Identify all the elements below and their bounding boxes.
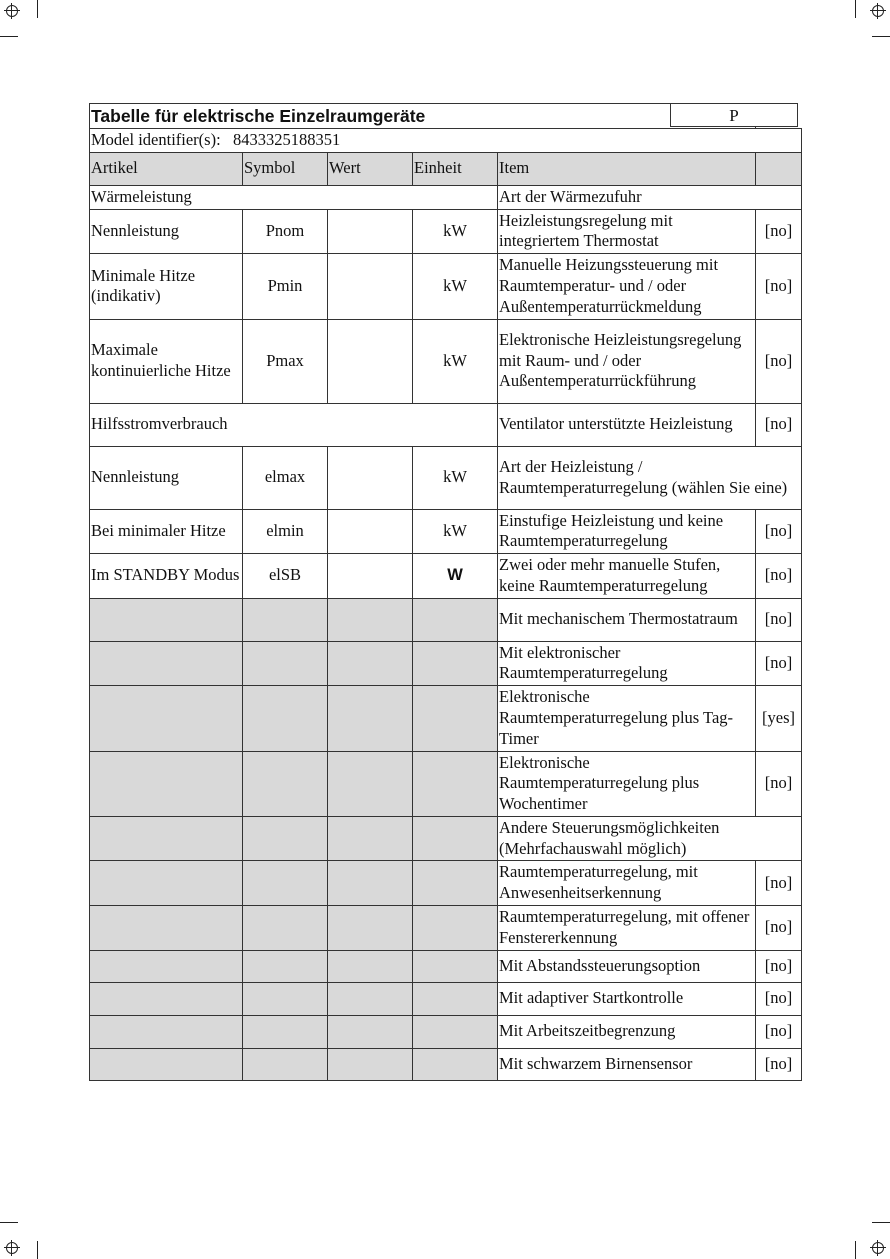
empty-cell bbox=[90, 598, 243, 641]
row-item: Ventilator unterstützte Heizleistung bbox=[498, 403, 756, 446]
empty-cell bbox=[413, 982, 498, 1015]
model-value: 8433325188351 bbox=[233, 130, 341, 150]
crop-mark bbox=[872, 1222, 890, 1223]
row-value: [no] bbox=[756, 554, 802, 599]
row-value: [no] bbox=[756, 751, 802, 816]
row-item: Manuelle Heizungssteuerung mit Raumtemperatur- und / oder Außentemperaturrückmeldung bbox=[498, 254, 756, 319]
row-value: [no] bbox=[756, 950, 802, 982]
empty-cell bbox=[90, 861, 243, 906]
row-label: Nennleistung bbox=[90, 446, 243, 509]
row-symbol: Pmax bbox=[243, 319, 328, 403]
empty-cell bbox=[413, 598, 498, 641]
empty-cell bbox=[90, 1048, 243, 1080]
table-row bbox=[90, 554, 802, 599]
table-title: Tabelle für elektrische Einzelraumgeräte bbox=[90, 104, 756, 129]
header-item: Item bbox=[498, 152, 756, 185]
table-row bbox=[90, 598, 802, 641]
row-unit: kW bbox=[413, 254, 498, 319]
empty-cell bbox=[243, 982, 328, 1015]
empty-cell bbox=[243, 861, 328, 906]
row-value: [no] bbox=[756, 254, 802, 319]
empty-cell bbox=[90, 816, 243, 861]
table-row bbox=[90, 751, 802, 816]
empty-cell bbox=[243, 686, 328, 751]
empty-cell bbox=[413, 686, 498, 751]
row-item: Mit elektronischer Raumtemperaturregelung bbox=[498, 641, 756, 686]
crop-mark bbox=[855, 0, 856, 18]
row-value: [yes] bbox=[756, 686, 802, 751]
row-item: Mit mechanischem Thermostatraum bbox=[498, 598, 756, 641]
empty-cell bbox=[413, 861, 498, 906]
empty-cell bbox=[328, 861, 413, 906]
model-label: Model identifier(s): bbox=[91, 130, 221, 150]
section-hilfsstromverbrauch: Hilfsstromverbrauch bbox=[90, 403, 498, 446]
header-artikel: Artikel bbox=[90, 152, 243, 185]
row-symbol: elmax bbox=[243, 446, 328, 509]
empty-cell bbox=[328, 641, 413, 686]
header-wert: Wert bbox=[328, 152, 413, 185]
other-controls-header: Andere Steuerungsmöglichkeiten (Mehrfachauswahl möglich) bbox=[498, 816, 802, 861]
row-wert bbox=[328, 446, 413, 509]
title-p-box bbox=[670, 103, 798, 127]
empty-cell bbox=[413, 816, 498, 861]
empty-cell bbox=[243, 816, 328, 861]
empty-cell bbox=[243, 751, 328, 816]
row-unit: kW bbox=[413, 319, 498, 403]
empty-cell bbox=[243, 641, 328, 686]
row-value: [no] bbox=[756, 861, 802, 906]
empty-cell bbox=[243, 950, 328, 982]
row-label: Maximale kontinuierliche Hitze bbox=[90, 319, 243, 403]
empty-cell bbox=[413, 751, 498, 816]
model-identifier bbox=[90, 129, 802, 153]
row-item: Mit adaptiver Startkontrolle bbox=[498, 982, 756, 1015]
table-row bbox=[90, 319, 802, 403]
row-value: [no] bbox=[756, 1048, 802, 1080]
table-row bbox=[90, 686, 802, 751]
row-wert bbox=[328, 319, 413, 403]
empty-cell bbox=[413, 1015, 498, 1048]
row-symbol: elSB bbox=[243, 554, 328, 599]
section-art-der-waermezufuhr: Art der Wärmezufuhr bbox=[498, 185, 802, 209]
empty-cell bbox=[243, 1015, 328, 1048]
model-row bbox=[90, 129, 802, 153]
table-row bbox=[90, 446, 802, 509]
empty-cell bbox=[328, 816, 413, 861]
row-item: Mit schwarzem Birnensensor bbox=[498, 1048, 756, 1080]
empty-cell bbox=[328, 751, 413, 816]
empty-cell bbox=[90, 982, 243, 1015]
table-row bbox=[90, 641, 802, 686]
table-row bbox=[90, 1015, 802, 1048]
empty-cell bbox=[90, 950, 243, 982]
section-waermeleistung: Wärmeleistung bbox=[90, 185, 498, 209]
row-value: [no] bbox=[756, 906, 802, 951]
row-item: Einstufige Heizleistung und keine Raumtemperaturregelung bbox=[498, 509, 756, 554]
empty-cell bbox=[328, 950, 413, 982]
row-item: Heizleistungsregelung mit integriertem Thermostat bbox=[498, 209, 756, 254]
row-item: Mit Arbeitszeitbegrenzung bbox=[498, 1015, 756, 1048]
row-item: Elektronische Raumtemperaturregelung plus Wochentimer bbox=[498, 751, 756, 816]
row-symbol: elmin bbox=[243, 509, 328, 554]
row-label: Nennleistung bbox=[90, 209, 243, 254]
row-wert bbox=[328, 554, 413, 599]
empty-cell bbox=[90, 686, 243, 751]
row-value: [no] bbox=[756, 403, 802, 446]
crop-mark bbox=[37, 1241, 38, 1259]
empty-cell bbox=[90, 906, 243, 951]
header-value bbox=[756, 152, 802, 185]
empty-cell bbox=[413, 641, 498, 686]
empty-cell bbox=[328, 1048, 413, 1080]
registration-mark-bottom-left bbox=[4, 1240, 20, 1256]
crop-mark bbox=[872, 36, 890, 37]
crop-mark bbox=[0, 36, 18, 37]
empty-cell bbox=[90, 641, 243, 686]
title-right-value: P bbox=[729, 106, 739, 125]
section-row-1 bbox=[90, 185, 802, 209]
row-value: [no] bbox=[756, 209, 802, 254]
header-einheit: Einheit bbox=[413, 152, 498, 185]
row-wert bbox=[328, 254, 413, 319]
row-unit: kW bbox=[413, 446, 498, 509]
row-wert bbox=[328, 509, 413, 554]
crop-mark bbox=[855, 1241, 856, 1259]
table-row bbox=[90, 209, 802, 254]
empty-cell bbox=[328, 982, 413, 1015]
row-value: [no] bbox=[756, 641, 802, 686]
row-value: [no] bbox=[756, 598, 802, 641]
empty-cell bbox=[328, 906, 413, 951]
row-item: Raumtemperaturregelung, mit Anwesenheitserkennung bbox=[498, 861, 756, 906]
row-value: [no] bbox=[756, 982, 802, 1015]
table-row bbox=[90, 254, 802, 319]
registration-mark-top-right bbox=[870, 3, 886, 19]
table-row bbox=[90, 861, 802, 906]
empty-cell bbox=[90, 751, 243, 816]
row-symbol: Pnom bbox=[243, 209, 328, 254]
row-value: [no] bbox=[756, 319, 802, 403]
row-item: Elektronische Raumtemperaturregelung plus Tag-Timer bbox=[498, 686, 756, 751]
ecodesign-table bbox=[89, 103, 802, 1081]
row-value: [no] bbox=[756, 509, 802, 554]
row-item: Mit Abstandssteuerungsoption bbox=[498, 950, 756, 982]
table-row bbox=[90, 816, 802, 861]
empty-cell bbox=[328, 598, 413, 641]
header-row bbox=[90, 152, 802, 185]
row-item: Art der Heizleistung / Raumtemperaturregelung (wählen Sie eine) bbox=[498, 446, 802, 509]
row-item: Zwei oder mehr manuelle Stufen, keine Raumtemperaturregelung bbox=[498, 554, 756, 599]
row-item: Raumtemperaturregelung, mit offener Fenstererkennung bbox=[498, 906, 756, 951]
row-label: Minimale Hitze (indikativ) bbox=[90, 254, 243, 319]
row-value: [no] bbox=[756, 1015, 802, 1048]
header-symbol: Symbol bbox=[243, 152, 328, 185]
table-row bbox=[90, 403, 802, 446]
empty-cell bbox=[243, 1048, 328, 1080]
registration-mark-bottom-right bbox=[870, 1240, 886, 1256]
row-symbol: Pmin bbox=[243, 254, 328, 319]
table-row bbox=[90, 982, 802, 1015]
crop-mark bbox=[37, 0, 38, 18]
empty-cell bbox=[413, 906, 498, 951]
row-label: Im STANDBY Modus bbox=[90, 554, 243, 599]
table-row bbox=[90, 906, 802, 951]
row-wert bbox=[328, 209, 413, 254]
empty-cell bbox=[243, 906, 328, 951]
empty-cell bbox=[90, 1015, 243, 1048]
row-label: Bei minimaler Hitze bbox=[90, 509, 243, 554]
empty-cell bbox=[328, 1015, 413, 1048]
empty-cell bbox=[413, 1048, 498, 1080]
table-row bbox=[90, 509, 802, 554]
registration-mark-top-left bbox=[4, 3, 20, 19]
empty-cell bbox=[413, 950, 498, 982]
row-item: Elektronische Heizleistungsregelung mit Raum- und / oder Außentemperaturrückführung bbox=[498, 319, 756, 403]
crop-mark bbox=[0, 1222, 18, 1223]
row-unit: kW bbox=[413, 209, 498, 254]
empty-cell bbox=[328, 686, 413, 751]
table-row bbox=[90, 1048, 802, 1080]
empty-cell bbox=[243, 598, 328, 641]
row-unit: kW bbox=[413, 509, 498, 554]
table-row bbox=[90, 950, 802, 982]
row-unit: W bbox=[413, 554, 498, 599]
